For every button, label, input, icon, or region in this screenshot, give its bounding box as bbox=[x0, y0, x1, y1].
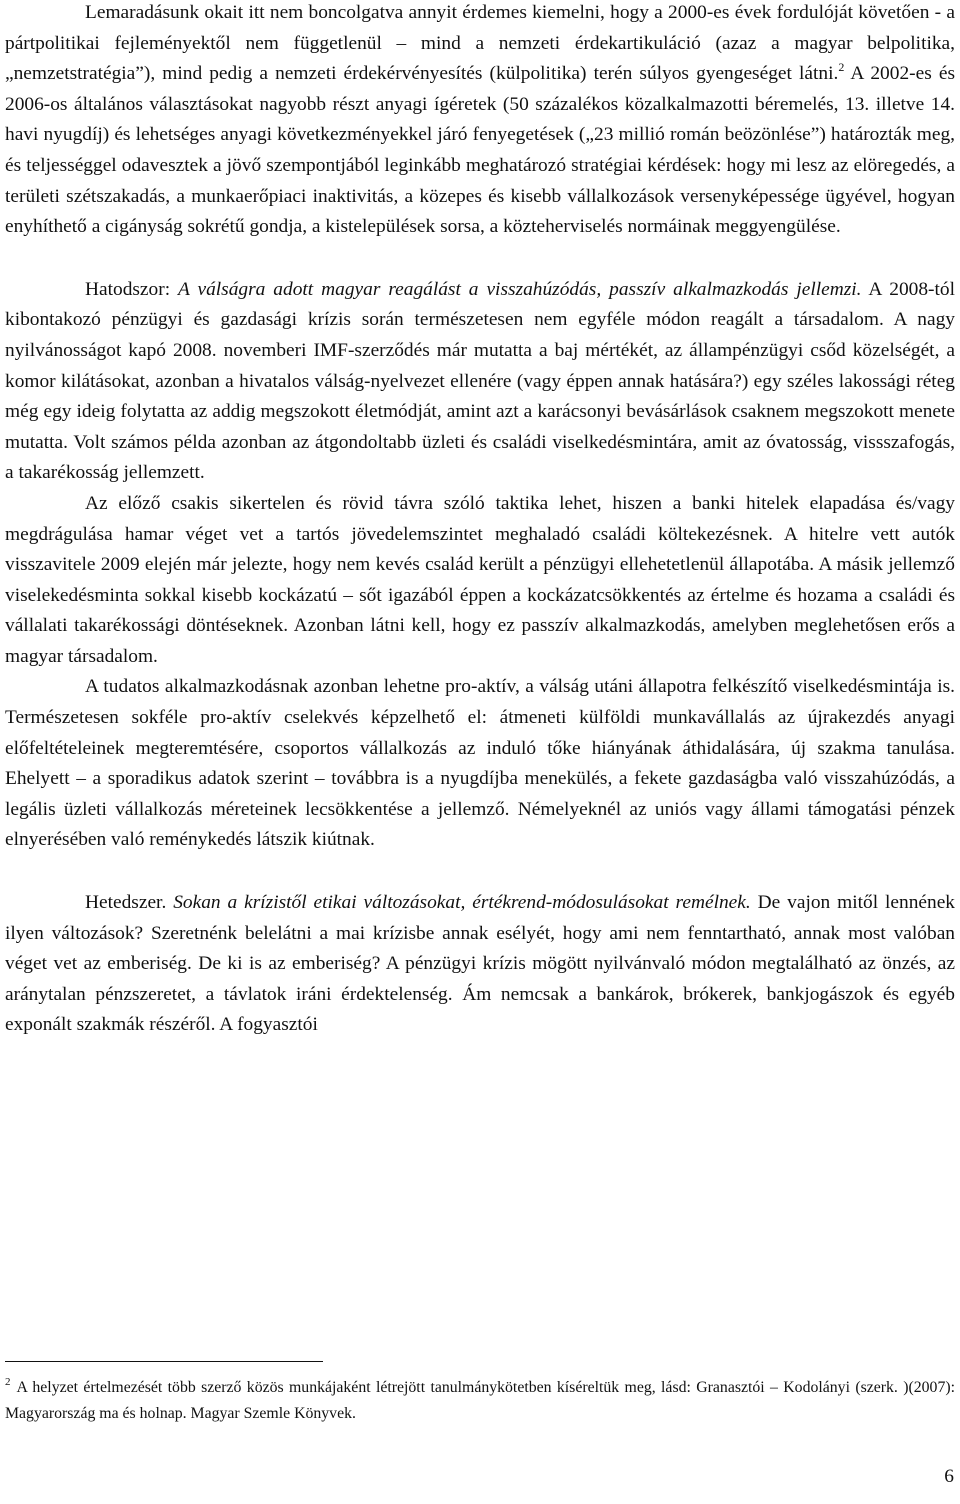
footnote-number: 2 bbox=[5, 1376, 11, 1388]
page-number: 6 bbox=[944, 1466, 954, 1487]
paragraph-3: Az előző csakis sikertelen és rövid távra szóló taktika lehet, hiszen a banki hitelek elapadása és/vagy megdrágulása hamar véget vet a tartós jövedelemszintet meghaladó családi költekezésnek. A hitelre vett autók visszavitele 2009 elején már jelezte, hogy nem kevés család került a pénzügyi ellehetetlenül állapotába. A másik jellemző viselekedésminta sokkal kisebb kockázatú – sőt igazából éppen a kockázatcsökkentés az értelme és hozama a családi és vállalati takarékossági döntéseknek. Azonban látni kell, hogy ez passzív alkalmazkodás, amelyben meglehetősen erős a magyar társadalom. bbox=[5, 492, 955, 667]
paragraph-5-text: De vajon mitől lennének ilyen változások? Szeretnénk belelátni a mai krízisbe annak esélyét, hogy ami nem fenntartható, annak most valóban véget vet az emberiség. De ki is az emberiség? A pénzügyi krízis mögött nyilvánvaló módon megtalálható az önzés, az aránytalan pénzszeretet, a távlatok iráni érdektelenség. Ám nemcsak a bankárok, brókerek, bankjogászok és egyéb exponált szakmák részéről. A fogyasztói bbox=[5, 892, 955, 1036]
section-lead-hatodszor: Hatodszor bbox=[85, 278, 165, 300]
paragraph-5-thesis: Sokan a krízistől etikai változásokat, értékrend-módosulásokat remélnek. bbox=[173, 892, 751, 914]
paragraph-1-text-a: Lemaradásunk okait itt nem boncolgatva annyit érdemes kiemelni, hogy a 2000-es évek fordulóját követően - a pártpolitikai fejleményektől nem függetlenül – mind a nemzeti érdekartikuláció (azaz a magyar belpolitika, „nemzetstratégia”), mind pedig a nemzeti érdekérvényesítés (külpolitika) terén súlyos gyengeséget látni. bbox=[5, 2, 955, 85]
paragraph-1 bbox=[5, 0, 955, 243]
footnote-reference: 2 bbox=[838, 60, 845, 75]
paragraph-4: A tudatos alkalmazkodásnak azonban lehetne pro-aktív, a válság utáni állapotra felkészítő viselkedésmintája is. Természetesen sokféle pro-aktív cselekvés képzelhető el: átmeneti külföldi munkavállalás az újrakezdés anyagi előfeltételeinek megteremtésére, csoportos vállalkozás az induló tőke hiányának áthidalására, új szakma tanulása. Ehelyett – a sporadikus adatok szerint – továbbra is a nyugdíjba menekülés, a fekete gazdaságba való visszahúzódás, a legális üzleti vállalkozás méreteinek lecsökkentése a jellemző. Némelyeknél az uniós vagy állami támogatási pénzek elnyerésében való reménykedés látszik kiútnak. bbox=[5, 676, 955, 851]
paragraph-5 bbox=[5, 888, 955, 1041]
paragraph-2 bbox=[5, 275, 955, 489]
paragraph-1-text-b: A 2002-es és 2006-os általános választásokat nagyobb részt anyagi ígéretek (50 százalékos közalkalmazotti béremelés, 13. illetve 14. havi nyugdíj) és lehetséges anyagi következményekkel járó fenyegetések („23 millió román beözönlése”) határozták meg, és teljességgel odavesztek a jövő szempontjából leginkább meghatározó stratégiai kérdések: hogy mi lesz az elöregedés, a területi szétszakadás, a munkaerőpiaci inaktivitás, a közepes és kisebb vállalkozások versenyképessége ügyével, hogyan enyhíthető a cigányság sokrétű gondja, a kistelepülések sorsa, a közteherviselés normáinak meggyengülése. bbox=[5, 63, 955, 238]
section-lead-hetedszer: Hetedszer. bbox=[85, 892, 174, 914]
section-lead-colon: : bbox=[164, 278, 179, 300]
footnote-text: A helyzet értelmezését több szerző közös munkájaként létrejött tanulmánykötetben kíséreltük meg, lásd: Granasztói – Kodolányi (szerk. )(2007): Magyarország ma és holnap. Magyar Szemle Könyvek. bbox=[5, 1379, 955, 1422]
paragraph-2-text: A 2008-tól kibontakozó pénzügyi és gazdasági krízis során természetesen nem egyféle módon reagált a társadalom. A nagy nyilvánosságot kapó 2008. novemberi IMF-szerződés már mutatta a baj mértékét, az állampénzügyi csőd közelségét, a komor kilátásokat, azonban a hivatalos válság-nyelvezet ellenére (vagy éppen annak hatására?) egy széles lakossági réteg még egy ideig folytatta az addig megszokott életmódját, amint azt a karácsonyi bevásárlások csaknem megszokott menete mutatta. Volt számos példa azonban az átgondoltabb üzleti és családi viselkedésmintára, amit az óvatosság, vissszafogás, a takarékosság jellemzett. bbox=[5, 278, 955, 484]
paragraph-2-thesis: A válságra adott magyar reagálást a visszahúzódás, passzív alkalmazkodás jellemzi. bbox=[178, 278, 862, 300]
footnote bbox=[5, 1375, 955, 1427]
document-body bbox=[5, 0, 955, 1041]
footnote-divider bbox=[5, 1361, 323, 1362]
